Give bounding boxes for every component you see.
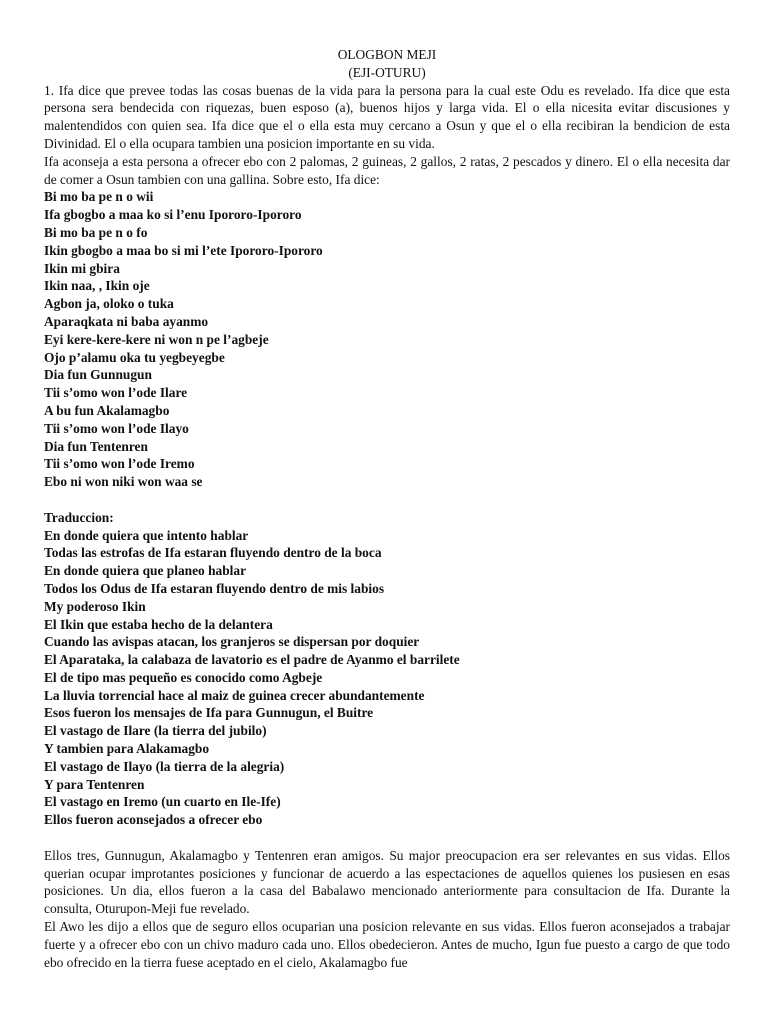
verse-line: Ojo p’alamu oka tu yegbeyegbe bbox=[44, 349, 225, 365]
translation-line: Todas las estrofas de Ifa estaran fluyendo dentro de la boca bbox=[44, 545, 382, 561]
translation-line: En donde quiera que intento hablar bbox=[44, 527, 249, 543]
document-title: OLOGBON MEJI bbox=[337, 47, 437, 62]
verse-line: Eyi kere-kere-kere ni won n pe l’agbeje bbox=[44, 331, 269, 347]
story-paragraph: El Awo les dijo a ellos que de seguro ellos ocuparian una posicion relevante en sus vidas. Ellos fueron aconsejados a trabajar fuerte y a ofrecer ebo con un chivo maduro cada uno. Ellos obedecieron. Antes de mucho, Igun fue puesto a cargo de que todo ebo ofrecido en la tierra fuese aceptado en el cielo, Akalamagbo fue bbox=[44, 919, 730, 970]
document-subtitle: (EJI-OTURU) bbox=[348, 64, 426, 80]
translation-line: Y tambien para Alakamagbo bbox=[44, 741, 210, 757]
translation-line: El Ikin que estaba hecho de la delantera bbox=[44, 616, 273, 632]
intro-paragraph: 1. Ifa dice que prevee todas las cosas buenas de la vida para la persona para la cual este Odu es revelado. Ifa dice que esta persona sera bendecida con riquezas, buen esposo (a), buenos hijos y larga vida. El o ella nicesita evitar discusiones y malentendidos con quien sea. Ifa dice que el o ella esta muy cercano a Osun y que el o ella recibiran la bendicion de esta Divinidad. El o ella ocupara tambien una posicion importante en su vida. bbox=[44, 82, 730, 151]
verse-line: Bi mo ba pe n o fo bbox=[44, 224, 148, 240]
translation-line: My poderoso Ikin bbox=[44, 598, 146, 614]
translation-line: Y para Tentenren bbox=[44, 776, 145, 792]
translation-line: El Aparataka, la calabaza de lavatorio es el padre de Ayanmo el barrilete bbox=[44, 652, 460, 668]
verse-line: Aparaqkata ni baba ayanmo bbox=[44, 313, 209, 329]
translation-line: Todos los Odus de Ifa estaran fluyendo dentro de mis labios bbox=[44, 580, 385, 596]
translation-block bbox=[44, 509, 730, 829]
translation-line: En donde quiera que planeo hablar bbox=[44, 563, 247, 579]
translation-line: El vastago de Ilayo (la tierra de la alegria) bbox=[44, 758, 285, 774]
verse-line: Tii s’omo won l’ode Iremo bbox=[44, 456, 195, 472]
verse-line: Ebo ni won niki won waa se bbox=[44, 474, 203, 490]
translation-line: El vastago en Iremo (un cuarto en Ile-Ife) bbox=[44, 794, 281, 810]
verse-line: Tii s’omo won l’ode Ilare bbox=[44, 385, 188, 401]
verse-line: Ikin naa, , Ikin oje bbox=[44, 278, 150, 294]
blank-line bbox=[44, 829, 730, 847]
verse-line: Dia fun Tentenren bbox=[44, 438, 148, 454]
translation-line: Ellos fueron aconsejados a ofrecer ebo bbox=[44, 812, 263, 828]
verse-block bbox=[44, 188, 730, 491]
translation-heading: Traduccion: bbox=[44, 509, 114, 525]
translation-line: Esos fueron los mensajes de Ifa para Gunnugun, el Buitre bbox=[44, 705, 374, 721]
translation-line: El de tipo mas pequeño es conocido como Agbeje bbox=[44, 669, 323, 685]
translation-line: Cuando las avispas atacan, los granjeros se dispersan por doquier bbox=[44, 634, 420, 650]
story-paragraph: Ellos tres, Gunnugun, Akalamagbo y Tentenren eran amigos. Su major preocupacion era ser relevantes en sus vidas. Ellos querian ocupar improtantes posiciones y funcionar de acuerdo a las espectaciones de aquellos quienes los pusiesen en esas posiciones. Un dia, ellos fueron a la casa del Babalawo mencionado anteriormente para consultacion de Ifa. Durante la consulta, Oturupon-Meji fue revelado. bbox=[44, 847, 730, 917]
verse-line: Agbon ja, oloko o tuka bbox=[44, 296, 174, 312]
verse-line: Tii s’omo won l’ode Ilayo bbox=[44, 420, 189, 436]
verse-line: Dia fun Gunnugun bbox=[44, 367, 152, 383]
translation-line: El vastago de Ilare (la tierra del jubilo) bbox=[44, 723, 267, 739]
document-page bbox=[44, 46, 730, 971]
verse-line: Bi mo ba pe n o wii bbox=[44, 189, 154, 205]
verse-line: A bu fun Akalamagbo bbox=[44, 402, 170, 418]
translation-line: La lluvia torrencial hace al maiz de guinea crecer abundantemente bbox=[44, 687, 425, 703]
blank-line bbox=[44, 491, 730, 509]
verse-line: Ikin mi gbira bbox=[44, 260, 120, 276]
verse-line: Ikin gbogbo a maa bo si mi l’ete Ipororo-Ipororo bbox=[44, 242, 323, 258]
verse-line: Ifa gbogbo a maa ko si l’enu Ipororo-Ipororo bbox=[44, 207, 302, 223]
advice-paragraph: Ifa aconseja a esta persona a ofrecer ebo con 2 palomas, 2 guineas, 2 gallos, 2 ratas, 2 pescados y dinero. El o ella necesita dar de comer a Osun tambien con una gallina. Sobre esto, Ifa dice: bbox=[44, 153, 730, 187]
